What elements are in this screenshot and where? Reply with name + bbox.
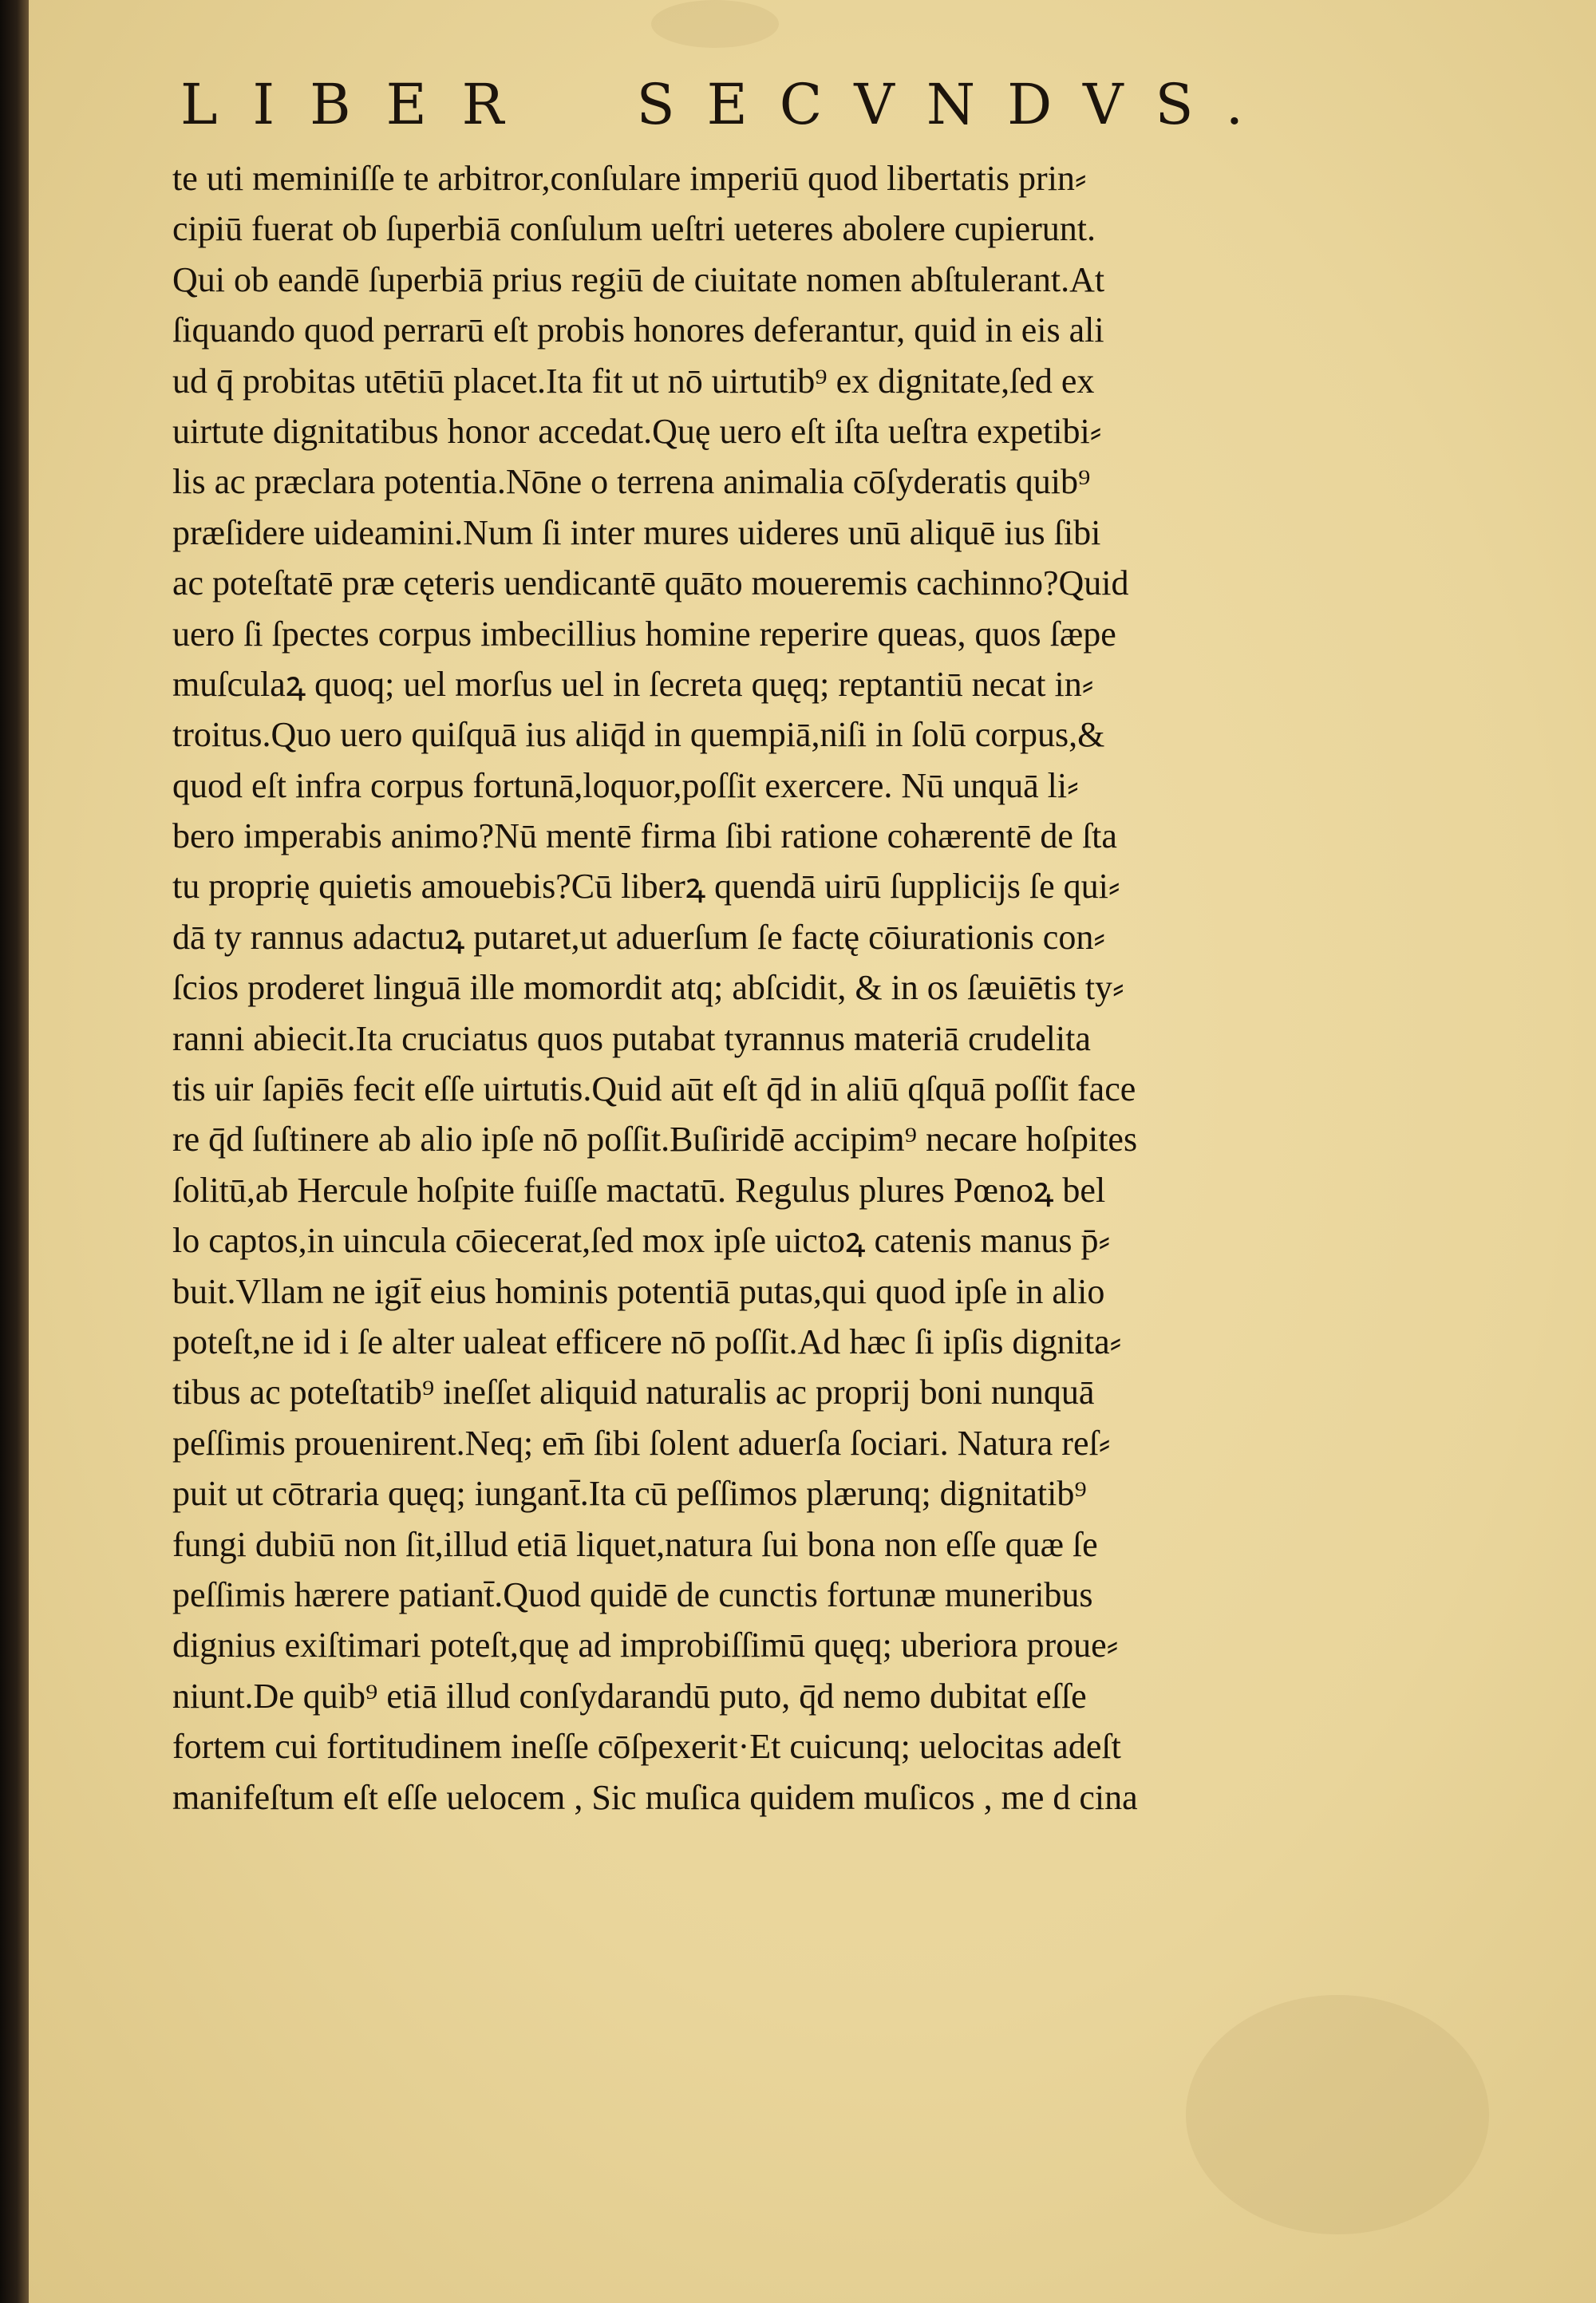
text-line: cipiū fuerat ob ſuperbiā conſulum ueſtri ueteres abolere cupierunt.: [172, 209, 1096, 249]
book-gutter: [0, 0, 29, 2303]
text-line: quod eſt infra corpus fortunā,loquor,poſſit exercere. Nū unquā li⸗: [172, 765, 1079, 805]
text-line: lis ac præclara potentia.Nōne o terrena animalia cōſyderatis quib⁹: [172, 462, 1091, 502]
text-line: ranni abiecit.Ita cruciatus quos putabat tyrannus materiā crudelita: [172, 1018, 1091, 1058]
text-line: uirtute dignitatibus honor accedat.Quę uero eſt iſta ueſtra expetibi⸗: [172, 411, 1102, 451]
text-line: puit ut cōtraria quęq; iungant̄.Ita cū peſſimos plærunq; dignitatib⁹: [172, 1474, 1087, 1514]
paper-stain: [651, 0, 779, 48]
text-line: fungi dubiū non ſit,illud etiā liquet,natura ſui bona non eſſe quæ ſe: [172, 1524, 1098, 1564]
text-line: uero ſi ſpectes corpus imbecillius homine reperire queas, quos ſæpe: [172, 614, 1116, 654]
text-line: tibus ac poteſtatib⁹ ineſſet aliquid naturalis ac proprij boni nunquā: [172, 1373, 1095, 1412]
text-line: ac poteſtatē præ cęteris uendicantē quāto moueremis cachinno?Quid: [172, 563, 1129, 603]
paper-stain: [1186, 1995, 1489, 2234]
text-line: præſidere uideamini.Num ſi inter mures uideres unū aliquē ius ſibi: [172, 512, 1101, 552]
text-line: troitus.Quo uero quiſquā ius aliq̄d in quempiā,niſi in ſolū corpus,&: [172, 715, 1105, 755]
text-line: bero imperabis animo?Nū mentē firma ſibi ratione cohærentē de ſta: [172, 816, 1117, 856]
text-line: ud q̄ probitas utētiū placet.Ita fit ut nō uirtutib⁹ ex dignitate,ſed ex: [172, 361, 1095, 401]
text-line: niunt.De quib⁹ etiā illud conſydarandū puto, q̄d nemo dubitat eſſe: [172, 1676, 1087, 1716]
header-word-liber: LIBER: [180, 72, 539, 137]
text-line: re q̄d ſuſtinere ab alio ipſe nō poſſit.Buſiridē accipim⁹ necare hoſpites: [172, 1120, 1138, 1159]
text-line: peſſimis hærere patiant̄.Quod quidē de cunctis fortunæ muneribus: [172, 1574, 1093, 1614]
text-line: fortem cui fortitudinem ineſſe cōſpexerit·Et cuicunq; uelocitas adeſt: [172, 1727, 1121, 1767]
text-line: te uti meminiſſe te arbitror,conſulare imperiū quod libertatis prin⸗: [172, 159, 1087, 198]
text-line: dignius exiſtimari poteſt,quę ad improbiſſimū quęq; uberiora proue⸗: [172, 1626, 1119, 1665]
text-line: lo captos,in uincula cōiecerat,ſed mox ipſe uictoꝝ catenis manus p̄⸗: [172, 1221, 1111, 1261]
text-line: tu proprię quietis amouebis?Cū liberꝝ quendā uirū ſupplicijs ſe qui⸗: [172, 867, 1120, 907]
text-line: dā ty rannus adactuꝝ putaret,ut aduerſum ſe factę cōiurationis con⸗: [172, 917, 1105, 957]
text-line: ſiquando quod perrarū eſt probis honores deferantur, quid in eis ali: [172, 310, 1104, 350]
text-line: muſculaꝝ quoq; uel morſus uel in ſecreta quęq; reptantiū necat in⸗: [172, 664, 1094, 704]
text-line: tis uir ſapiēs fecit eſſe uirtutis.Quid aūt eſt q̄d in aliū qſquā poſſit face: [172, 1069, 1136, 1109]
text-line: poteſt,ne id i ſe alter ualeat efficere nō poſſit.Ad hæc ſi ipſis dignita⸗: [172, 1321, 1122, 1361]
text-line: ſolitū,ab Hercule hoſpite fuiſſe mactatū. Regulus plures Pœnoꝝ bel: [172, 1170, 1106, 1210]
header-word-secundus: SECVNDVS: [636, 72, 1226, 137]
text-line: Qui ob eandē ſuperbiā prius regiū de ciuitate nomen abſtulerant.At: [172, 259, 1105, 299]
text-line: buit.Vllam ne igit̄ eius hominis potentiā putas,qui quod ipſe in alio: [172, 1271, 1105, 1311]
book-page: [29, 0, 1596, 2303]
running-header: [180, 72, 1361, 137]
text-line: peſſimis prouenirent.Neq; em̄ ſibi ſolent aduerſa ſociari. Natura reſ⸗: [172, 1423, 1111, 1463]
header-period: .: [1225, 72, 1243, 137]
page-body-text: [172, 153, 1369, 1823]
text-line: manifeſtum eſt eſſe uelocem , Sic muſica quidem muſicos , me d cina: [172, 1777, 1138, 1817]
text-line: ſcios proderet linguā ille momordit atq; abſcidit, & in os ſæuiētis ty⸗: [172, 968, 1124, 1008]
